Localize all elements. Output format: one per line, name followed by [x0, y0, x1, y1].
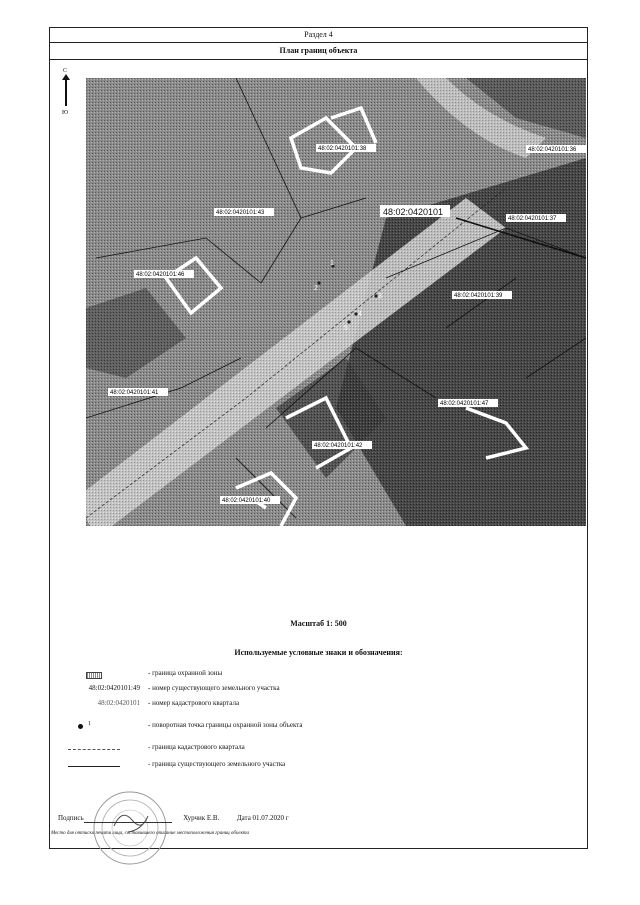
legend-item-block-number — [50, 699, 587, 713]
north-arrow — [56, 68, 76, 138]
parcel-label-47: 48:02:0420101:47 — [440, 401, 489, 407]
point-label-5: 5 — [344, 325, 348, 332]
legend-item-parcel-number — [50, 684, 587, 698]
parcel-label-37: 48:02:0420101:37 — [508, 216, 557, 222]
parcel-label-36: 48:02:0420101:36 — [528, 147, 577, 153]
signature-line — [84, 822, 172, 823]
legend-item-turning-point — [50, 721, 587, 735]
seal-stamp — [92, 790, 168, 866]
signer-name: Хурчик Е.В. — [183, 814, 220, 822]
point-label-2: 2 — [314, 285, 318, 292]
solid-line-symbol — [68, 766, 120, 767]
page-title: План границ объекта — [50, 42, 587, 60]
stamp-note: Место для оттиска печати лица, составившего описание местоположения границ объекта — [51, 831, 250, 836]
parcel-label-42: 48:02:0420101:42 — [314, 443, 363, 449]
legend-symbol: 1 — [88, 721, 91, 727]
dashed-line-symbol — [68, 749, 120, 750]
legend-text: - поворотная точка границы охранной зоны объекта — [148, 721, 303, 729]
legend-text: - номер существующего земельного участка — [148, 684, 280, 692]
legend-symbol: 48:02:0420101 — [97, 699, 140, 707]
parcel-label-46: 48:02:0420101:46 — [136, 272, 185, 278]
parcel-label-38: 48:02:0420101:38 — [318, 146, 367, 152]
arrow-shaft — [65, 78, 67, 106]
north-label: С — [63, 68, 68, 74]
legend-item-parcel-boundary — [50, 760, 587, 774]
south-label: Ю — [62, 110, 69, 116]
point-label-3: 3 — [378, 293, 382, 300]
signature-date: Дата 01.07.2020 г — [236, 814, 289, 822]
legend-text: - граница существующего земельного участка — [148, 760, 286, 768]
legend-item-protection-zone — [50, 669, 587, 683]
parcel-label-43: 48:02:0420101:43 — [216, 210, 265, 216]
map-scale: Масштаб 1: 500 — [290, 619, 347, 628]
parcel-label-39: 48:02:0420101:39 — [454, 293, 503, 299]
legend-text: - граница охранной зоны — [148, 669, 223, 677]
signature-row — [58, 814, 289, 822]
satellite-map — [86, 78, 586, 526]
point-dot-icon — [78, 724, 83, 729]
point-label-1: 1 — [330, 260, 334, 267]
parcel-label-41: 48:02:0420101:41 — [110, 390, 159, 396]
legend-text: - граница кадастрового квартала — [148, 743, 245, 751]
legend-title: Используемые условные знаки и обозначения: — [234, 648, 403, 657]
protection-zone-symbol — [86, 672, 102, 679]
document-frame — [49, 27, 588, 849]
signature-label: Подпись — [58, 814, 84, 822]
legend-item-block-boundary — [50, 743, 587, 757]
block-label: 48:02:0420101 — [383, 207, 444, 217]
parcel-label-40: 48:02:0420101:40 — [222, 498, 271, 504]
point-label-4: 4 — [358, 311, 362, 318]
legend-symbol: 48:02:0420101:49 — [88, 684, 140, 692]
section-header: Раздел 4 — [50, 28, 587, 43]
legend-text: - номер кадастрового квартала — [148, 699, 240, 707]
